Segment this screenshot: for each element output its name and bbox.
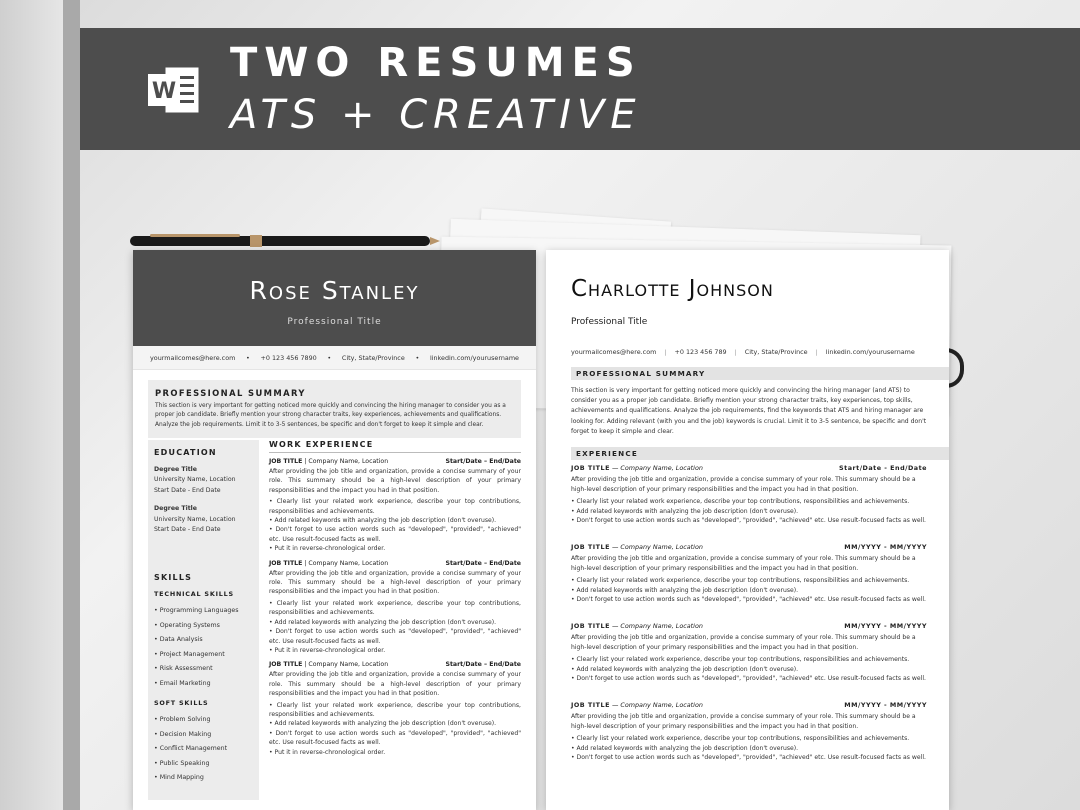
job-dates: MM/YYYY - MM/YYYY — [844, 622, 927, 630]
resume1-title: Professional Title — [287, 317, 382, 327]
job-title: JOB TITLE — [571, 543, 610, 551]
left-gray-strip — [63, 0, 80, 810]
word-document-icon — [146, 62, 202, 118]
skill-item: • Decision Making — [154, 730, 212, 738]
resume1-name: Rose Stanley — [249, 276, 420, 305]
skill-item: • Project Management — [154, 650, 225, 658]
edu-dates: Start Date - End Date — [154, 526, 221, 534]
job-title: JOB TITLE — [269, 458, 303, 465]
skill-item: • Data Analysis — [154, 636, 203, 644]
skill-item: • Risk Assessment — [154, 665, 213, 673]
job-company: — Company Name, Location — [609, 622, 703, 630]
summary-text: This section is very important for getting noticed more quickly and convincing the hiring manager (and ATS) to consider you as a proper job candidate. Briefly mention your strong character traits, key experiences, top skills, achievements and qualifications. Analyze the job requirements, find the keywords that ATS and hiring manager are looking for. Adding relevant (with you and the job) keywords is crucial. Limit it to 3-5 sentence, be specific and don't forget to keep it simple and clear. — [571, 387, 927, 435]
contact-sep: • — [415, 353, 420, 362]
resume2-experience — [571, 464, 927, 780]
education-entry — [154, 465, 253, 496]
job-title: JOB TITLE — [571, 622, 610, 630]
resume1-summary — [148, 380, 521, 438]
title-banner — [80, 28, 1080, 150]
resume-creative — [133, 250, 536, 810]
job-bullet: • Don't forget to use action words such as "developed", "provided", "achieved" etc. Use result-focused facts as well. — [269, 729, 521, 747]
resume2-name: Charlotte Johnson — [571, 276, 774, 302]
resume2-title: Professional Title — [571, 317, 648, 327]
left-backdrop — [0, 0, 63, 810]
skills-heading: SKILLS — [154, 573, 193, 583]
job-entry — [571, 464, 927, 531]
contact-sep: • — [327, 353, 332, 362]
contact-sep: | — [815, 348, 818, 356]
job-bullet: • Clearly list your related work experience, describe your top contributions, responsibilities and achievements. — [269, 701, 521, 718]
contact-linkedin: linkedin.com/yourusername — [429, 353, 519, 362]
degree-title: Degree Title — [154, 466, 197, 473]
job-bullet: • Add related keywords with analyzing the job description (don't overuse). — [571, 507, 799, 515]
job-bullet: • Add related keywords with analyzing the job description (don't overuse). — [571, 744, 799, 752]
job-bullet: • Clearly list your related work experience, describe your top contributions, responsibilities and achievements. — [571, 577, 910, 585]
job-bullet: • Don't forget to use action words such as "developed", "provided", "achieved" etc. Use result-focused facts as well. — [571, 596, 926, 604]
job-bullet: • Put it in reverse-chronological order. — [269, 646, 386, 654]
job-dates: Start/Date – End/Date — [445, 458, 521, 465]
job-bullet: • Don't forget to use action words such as "developed", "provided", "achieved" etc. Use result-focused facts as well. — [571, 754, 926, 762]
school: University Name, Location — [154, 515, 236, 523]
job-company: | Company Name, Location — [302, 661, 389, 669]
job-description: After providing the job title and organization, provide a concise summary of your role. This summary should be a high-level description of your primary responsibilities and the impact you had in that position. — [269, 468, 521, 494]
education-heading: EDUCATION — [154, 448, 217, 457]
job-bullet: • Add related keywords with analyzing the job description (don't overuse). — [571, 665, 799, 673]
job-description: After providing the job title and organization, provide a concise summary of your role. This summary should be a high-level description of your primary responsibilities and the impact you had in that position. — [269, 671, 521, 698]
job-bullet: • Clearly list your related work experience, describe your top contributions, responsibilities and achievements. — [571, 498, 910, 506]
skill-item: • Problem Solving — [154, 716, 211, 724]
resume1-body — [148, 440, 521, 810]
technical-skills-list — [154, 604, 253, 691]
job-company: | Company Name, Location — [302, 559, 389, 567]
job-company: — Company Name, Location — [609, 543, 703, 551]
job-dates: Start/Date – End/Date — [445, 661, 521, 669]
edu-dates: Start Date - End Date — [154, 486, 221, 494]
job-entry — [571, 701, 927, 768]
skill-item: • Conflict Management — [154, 745, 228, 753]
skill-item: • Email Marketing — [154, 679, 211, 687]
resume1-experience — [269, 440, 521, 763]
contact-location: City, State/Province — [341, 353, 405, 362]
soft-skills-list — [154, 713, 253, 786]
job-dates: MM/YYYY - MM/YYYY — [844, 543, 927, 551]
job-description: After providing the job title and organization, provide a concise summary of your role. This summary should be a high-level description of your primary responsibilities and the impact you had in that position. — [571, 555, 916, 572]
job-entry — [269, 661, 521, 757]
skill-item: • Programming Languages — [154, 607, 239, 615]
resume2-contact-bar — [571, 348, 931, 356]
svg-text:W: W — [151, 79, 177, 104]
contact-email: yourmailcomes@here.com — [150, 353, 236, 362]
job-bullet: • Clearly list your related work experience, describe your top contributions, responsibilities and achievements. — [269, 498, 521, 515]
contact-phone: +0 123 456 789 — [674, 348, 727, 356]
pen-illustration — [130, 232, 440, 250]
job-description: After providing the job title and organization, provide a concise summary of your role. This summary should be a high-level description of your primary responsibilities and the impact you had in that position. — [269, 569, 521, 596]
experience-heading: WORK EXPERIENCE — [269, 440, 521, 453]
skill-item: • Mind Mapping — [154, 774, 204, 782]
skill-item: • Operating Systems — [154, 621, 220, 629]
contact-phone: +0 123 456 7890 — [260, 353, 317, 362]
job-dates: Start/Date – End/Date — [445, 559, 521, 567]
job-bullet: • Don't forget to use action words such as "developed", "provided", "achieved" etc. Use result-focused facts as well. — [571, 517, 926, 525]
job-bullet: • Add related keywords with analyzing the job description (don't overuse). — [269, 618, 497, 626]
job-entry — [571, 543, 927, 610]
banner-heading: TWO RESUMES — [230, 40, 642, 86]
job-company: | Company Name, Location — [302, 458, 389, 465]
job-bullet: • Add related keywords with analyzing the job description (don't overuse). — [269, 517, 497, 525]
job-description: After providing the job title and organization, provide a concise summary of your role. This summary should be a high-level description of your primary responsibilities and the impact you had in that position. — [571, 634, 916, 651]
job-description: After providing the job title and organization, provide a concise summary of your role. This summary should be a high-level description of your primary responsibilities and the impact you had in that position. — [571, 476, 916, 493]
job-entry — [269, 560, 521, 656]
job-bullet: • Clearly list your related work experience, describe your top contributions, responsibilities and achievements. — [269, 599, 521, 617]
technical-skills-heading: TECHNICAL SKILLS — [154, 590, 234, 599]
job-bullet: • Don't forget to use action words such as "developed", "provided", "achieved" etc. Use result-focused facts as well. — [571, 675, 926, 683]
job-bullet: • Don't forget to use action words such as "developed", "provided", "achieved" etc. Use result-focused facts as well. — [269, 628, 521, 645]
resume1-header — [133, 250, 536, 346]
resume-ats — [546, 250, 949, 810]
job-description: After providing the job title and organization, provide a concise summary of your role. This summary should be a high-level description of your primary responsibilities and the impact you had in that position. — [571, 713, 916, 730]
contact-sep: | — [664, 348, 667, 356]
school: University Name, Location — [154, 476, 236, 484]
experience-heading: EXPERIENCE — [571, 447, 949, 460]
job-title: JOB TITLE — [269, 661, 303, 669]
job-entry — [571, 622, 927, 689]
job-bullet: • Add related keywords with analyzing the job description (don't overuse). — [571, 586, 799, 594]
contact-sep: • — [246, 353, 250, 362]
summary-text: This section is very important for getting noticed more quickly and convincing the hiring manager to consider you as a proper job candidate. Briefly mention your strong character traits, key experiences, achievements and qualifications. Analyze the job requirements. Limit it to 3-5 sentences, be specific and don't forget to keep it simple and clear. — [155, 403, 506, 428]
education-entry — [154, 504, 253, 535]
summary-heading: PROFESSIONAL SUMMARY — [571, 367, 949, 380]
contact-email: yourmailcomes@here.com — [571, 348, 657, 356]
contact-location: City, State/Province — [744, 348, 808, 356]
job-dates: Start/Date - End/Date — [839, 464, 927, 472]
job-company: — Company Name, Location — [609, 701, 703, 709]
summary-heading: PROFESSIONAL SUMMARY — [155, 388, 306, 398]
job-bullet: • Add related keywords with analyzing the job description (don't overuse). — [269, 720, 497, 728]
degree-title: Degree Title — [154, 505, 197, 513]
job-bullet: • Don't forget to use action words such as "developed", "provided", "achieved" etc. Use result-focused facts as well. — [269, 526, 521, 543]
job-entry — [269, 458, 521, 554]
resume1-sidebar — [148, 440, 259, 800]
soft-skills-heading: SOFT SKILLS — [154, 699, 209, 708]
job-dates: MM/YYYY - MM/YYYY — [844, 701, 927, 709]
job-bullet: • Clearly list your related work experience, describe your top contributions, responsibilities and achievements. — [571, 735, 910, 743]
contact-linkedin: linkedin.com/yourusername — [825, 348, 915, 356]
job-bullet: • Put it in reverse-chronological order. — [269, 545, 386, 553]
job-title: JOB TITLE — [571, 701, 610, 709]
banner-subheading: ATS + CREATIVE — [230, 92, 642, 138]
contact-sep: | — [734, 348, 737, 356]
job-title: JOB TITLE — [269, 559, 303, 567]
skill-item: • Public Speaking — [154, 759, 210, 767]
job-title: JOB TITLE — [571, 464, 610, 472]
job-company: — Company Name, Location — [609, 464, 703, 472]
job-bullet: • Put it in reverse-chronological order. — [269, 748, 386, 756]
job-bullet: • Clearly list your related work experience, describe your top contributions, responsibilities and achievements. — [571, 656, 910, 664]
resume1-contact-bar — [133, 346, 536, 370]
